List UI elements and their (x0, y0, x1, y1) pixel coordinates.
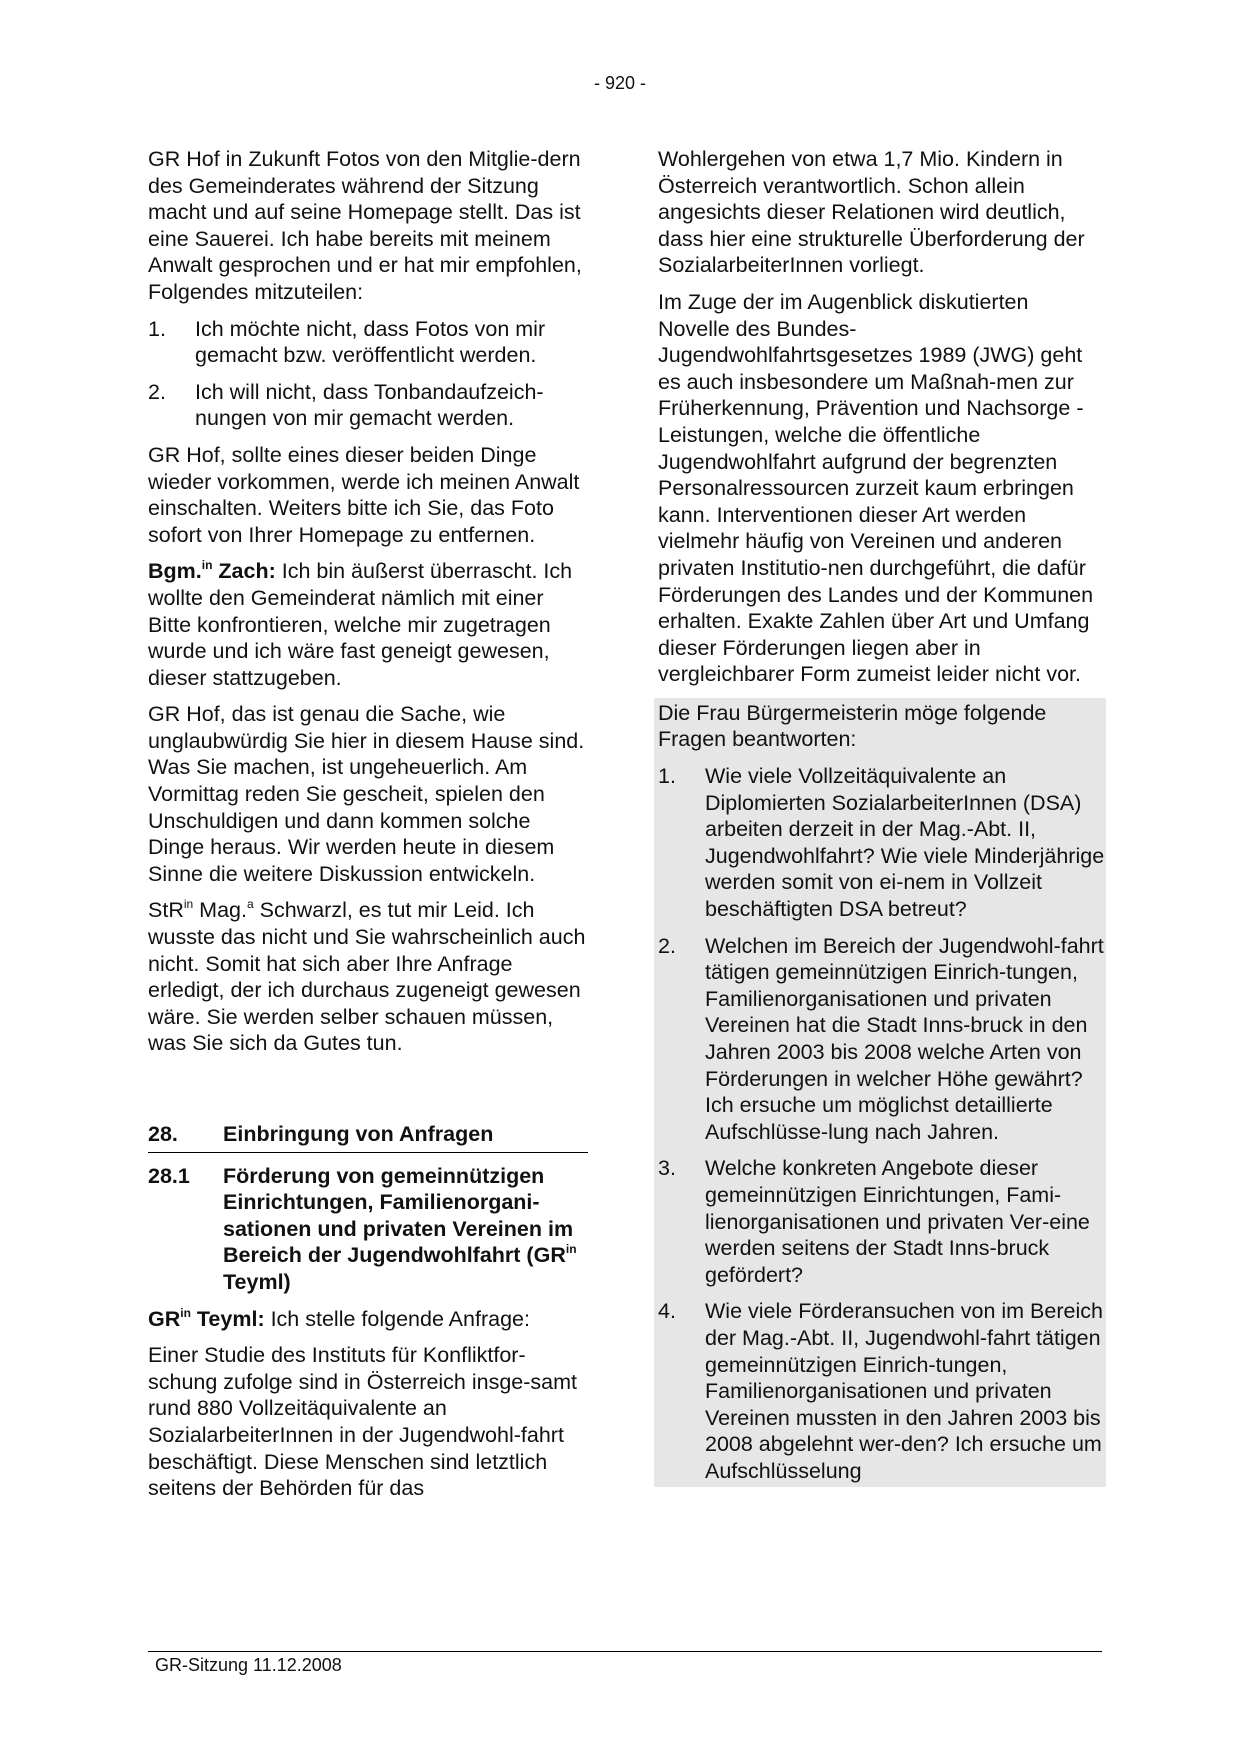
footer-rule (148, 1651, 1102, 1652)
paragraph: Im Zuge der im Augenblick diskutierten Novelle des Bundes-Jugendwohlfahrtsgesetzes 1989 (JWG) geht es auch insbesondere um Maßnah-men zur Früherkennung, Prävention und Nachsorge - Leistungen, welche die öffentliche Jugendwohlfahrt aufgrund der begrenzten Personalressourcen zurzeit kaum erbringen kann. Interventionen dieser Art werden vielmehr häufig von Vereinen und anderen privaten Institutio-nen durchgeführt, die dafür Förderungen des Landes und der Kommunen erhalten. Exakte Zahlen über Art und Umfang dieser Förderungen liegen aber in vergleichbarer Form zumeist leider nicht vor. (658, 289, 1094, 687)
speaker-paragraph-teyml (148, 1306, 588, 1333)
section-title: Einbringung von Anfragen (223, 1122, 494, 1146)
question-text: Wie viele Vollzeitäquivalente an Diplomierten SozialarbeiterInnen (DSA) arbeiten derzeit in der Mag.-Abt. II, Jugendwohlfahrt? Wie viele Minderjährige werden somit von ei-nem in Vollzeit beschäftigten DSA betreut? (705, 764, 1105, 922)
paragraph: GR Hof, das ist genau die Sache, wie unglaubwürdig Sie hier in diesem Hause sind. Was Sie machen, ist ungeheuerlich. Am Vormittag reden Sie gescheit, spielen den Unschuldigen und dann kommen solche Dinge heraus. Wir werden heute in diesem Sinne die weitere Diskussion entwickeln. (148, 702, 585, 886)
question-text: Welchen im Bereich der Jugendwohl-fahrt tätigen gemeinnützigen Einrich-tungen, Familienorganisationen und privaten Vereinen hat die Stadt Inns-bruck in den Jahren 2003 bis 2008 welche Arten von Förderungen in welcher Höhe gewährt? Ich ersuche um möglichst detaillierte Aufschlüsse-lung nach Jahren. (705, 933, 1104, 1144)
list-number: 1. (148, 316, 166, 341)
subsection-heading-28-1 (148, 1163, 588, 1296)
paragraph-text: Schwarzl, es tut mir Leid. Ich wusste das nicht und Sie wahrscheinlich auch nicht. Somit hat sich aber Ihre Anfrage erledigt, der ich durchaus zugeneigt gewesen wäre. Sie werden selber schauen müssen, was Sie sich da Gutes tun. (148, 898, 586, 1056)
section-number: 28. (148, 1122, 178, 1146)
questions-intro: Die Frau Bürgermeisterin möge folgende Fragen beantworten: (658, 700, 1047, 752)
subsection-number: 28.1 (148, 1163, 190, 1188)
speaker-name: Teyml: (190, 1306, 265, 1331)
question-item (658, 763, 1106, 923)
left-column (148, 146, 588, 1512)
paragraph: GR Hof in Zukunft Fotos von den Mitglie-dern des Gemeinderates während der Sitzung macht und auf seine Homepage stellt. Das ist eine Sauerei. Ich habe bereits mit meinem Anwalt gesprochen und er hat mir empfohlen, Folgendes mitzuteilen: (148, 147, 582, 304)
question-number: 3. (658, 1156, 676, 1181)
paragraph: GR Hof, sollte eines dieser beiden Dinge wieder vorkommen, werde ich meinen Anwalt einschalten. Weiters bitte ich Sie, das Foto sofort von Ihrer Homepage zu entfernen. (148, 442, 580, 547)
questions-box (654, 698, 1106, 1487)
right-column (658, 146, 1105, 1487)
title-suffix: in (565, 1242, 577, 1257)
subsection-title-main: Förderung von gemeinnützigen Einrichtungen, Familienorgani-sationen und privaten Vereinen im Bereich der Jugendwohlfahrt (GR (223, 1163, 574, 1268)
speaker-title-suffix: in (201, 558, 213, 573)
list-item (148, 379, 588, 432)
paragraph: Einer Studie des Instituts für Konfliktfor-schung zufolge sind in Österreich insge-samt rund 880 Vollzeitäquivalente an SozialarbeiterInnen in der Jugendwohl-fahrt beschäftigt. Diese Menschen sind letztlich seitens der Behörden für das (148, 1343, 578, 1501)
footer-text: GR-Sitzung 11.12.2008 (155, 1655, 342, 1675)
question-text: Wie viele Förderansuchen von im Bereich der Mag.-Abt. II, Jugendwohl-fahrt tätigen gemeinnützigen Einrich-tungen, Familienorganisationen und privaten Vereinen mussten in den Jahren 2003 bis 2008 abgelehnt wer-den? Ich ersuche um Aufschlüsselung (705, 1299, 1103, 1483)
title-suffix: a (246, 897, 254, 912)
list-item (148, 316, 588, 369)
list-text: Ich möchte nicht, dass Fotos von mir gemacht bzw. veröffentlicht werden. (195, 316, 546, 368)
section-heading-28 (148, 1121, 588, 1153)
question-text: Welche konkreten Angebote dieser gemeinnützigen Einrichtungen, Fami-lienorganisationen und privaten Ver-eine werden seitens der Stadt Inns-bruck gefördert? (705, 1156, 1090, 1287)
question-number: 4. (658, 1299, 676, 1324)
speaker-text: Ich stelle folgende Anfrage: (264, 1306, 530, 1331)
speaker-text: Ich bin äußerst überrascht. Ich wollte den Gemeinderat nämlich mit einer Bitte konfrontieren, welche mir zugetragen wurde und ich wäre fast geneigt gewesen, dieser stattzugeben. (148, 559, 573, 690)
speaker-title: GR (148, 1306, 181, 1331)
subsection-title-end: Teyml) (223, 1269, 291, 1294)
list-text: Ich will nicht, dass Tonbandaufzeich-nungen von mir gemacht werden. (195, 379, 544, 431)
speaker-paragraph-bgm (148, 558, 588, 691)
speaker-title: Bgm. (148, 559, 202, 584)
title-mag: Mag. (193, 898, 247, 923)
question-number: 1. (658, 764, 676, 789)
question-number: 2. (658, 933, 676, 958)
page-number: - 920 - (593, 73, 647, 93)
paragraph: Wohlergehen von etwa 1,7 Mio. Kindern in Österreich verantwortlich. Schon allein angesichts dieser Relationen wird deutlich, dass hier eine strukturelle Überforderung der SozialarbeiterInnen vorliegt. (658, 147, 1085, 278)
question-item (658, 1155, 1106, 1288)
paragraph (148, 897, 588, 1057)
list-number: 2. (148, 379, 166, 404)
title-str: StR (148, 898, 184, 923)
question-item (658, 1298, 1106, 1484)
title-suffix: in (183, 897, 194, 912)
speaker-name: Zach: (212, 559, 276, 584)
subsection-title (223, 1163, 588, 1296)
speaker-title-suffix: in (180, 1305, 191, 1320)
question-item (658, 933, 1106, 1146)
